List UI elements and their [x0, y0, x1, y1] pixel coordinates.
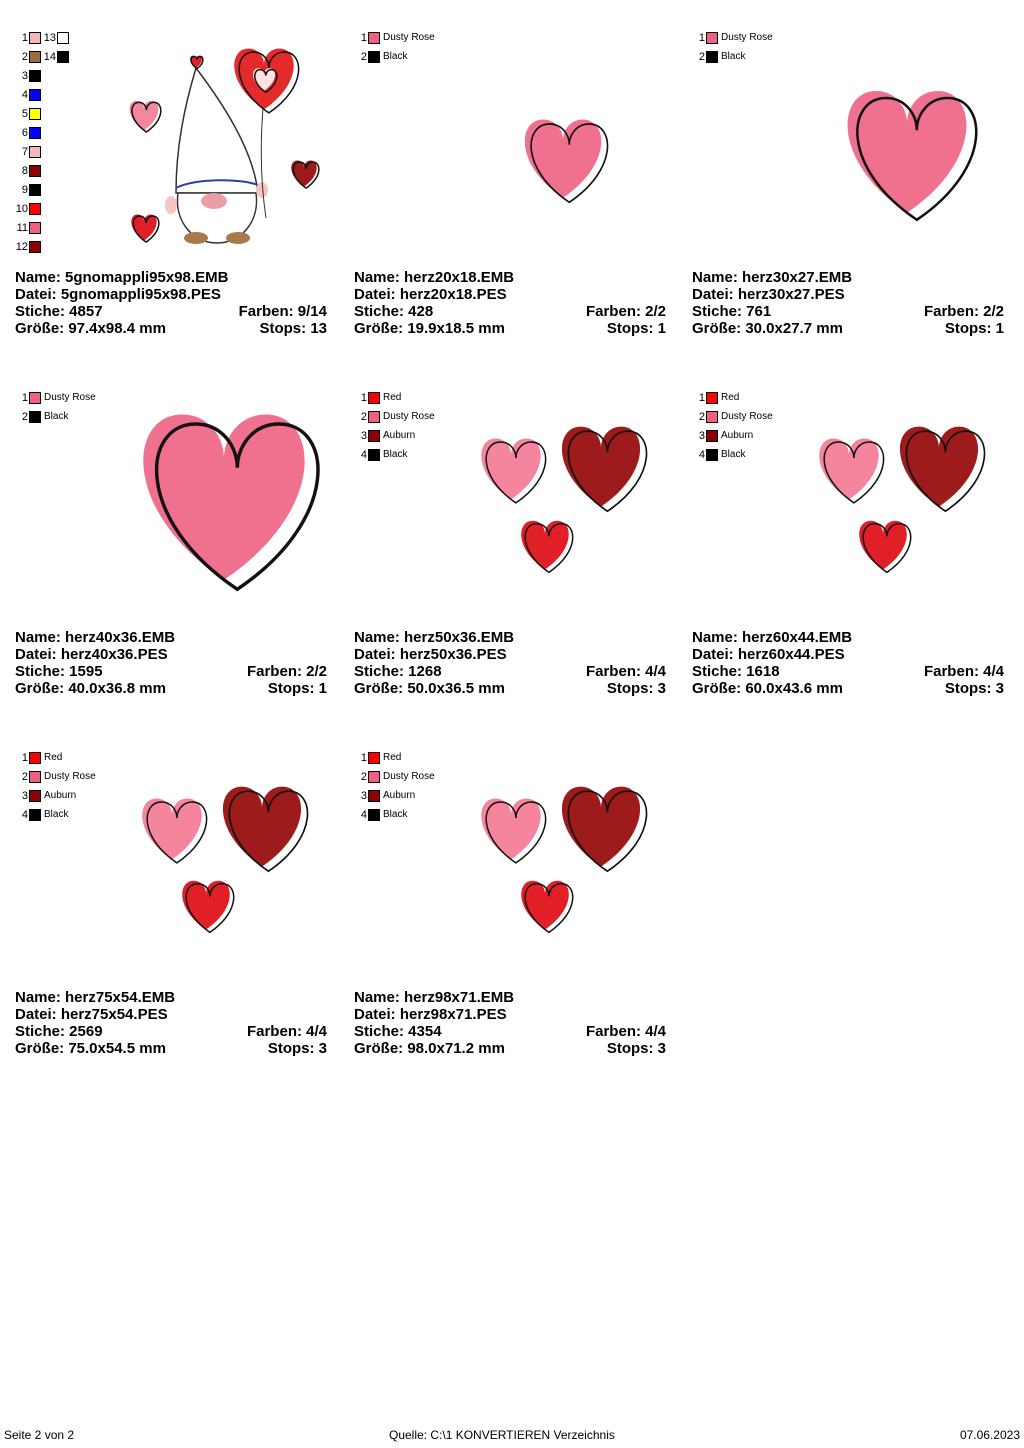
swatch-color [29, 146, 41, 158]
info-row [354, 303, 666, 320]
color-swatch [42, 28, 69, 47]
swatch-color [29, 127, 41, 139]
swatch-name: Auburn [383, 790, 416, 801]
color-swatch [14, 161, 41, 180]
info-row [692, 303, 1004, 320]
swatch-color [29, 32, 41, 44]
heart-icon [143, 415, 318, 590]
swatch-color [368, 430, 380, 442]
color-swatch [14, 180, 41, 199]
swatch-color [368, 790, 380, 802]
red-heart-icon [521, 881, 572, 933]
color-swatch [353, 407, 435, 426]
info-row [354, 1040, 666, 1057]
design-size: Größe: 19.9x18.5 mm [354, 320, 505, 337]
info-row [15, 1023, 327, 1040]
swatch-number: 5 [21, 107, 28, 120]
design-name: Name: herz60x44.EMB [692, 629, 853, 646]
color-swatch [691, 445, 745, 464]
design-card [691, 28, 1011, 368]
color-count: Farben: 9/14 [238, 303, 327, 320]
stitch-count: Stiche: 1618 [692, 663, 780, 680]
swatch-number: 3 [21, 69, 28, 82]
heart-icon [525, 120, 608, 203]
swatch-number: 2 [21, 770, 28, 783]
stop-count: Stops: 3 [606, 680, 666, 697]
color-swatch [353, 786, 415, 805]
color-swatch [353, 47, 407, 66]
swatch-number: 1 [360, 31, 367, 44]
gnome-with-heart-balloon-icon [114, 28, 334, 258]
swatch-color [29, 165, 41, 177]
color-swatch [14, 805, 68, 824]
color-count: Farben: 2/2 [923, 303, 1004, 320]
swatch-color [368, 392, 380, 404]
pink-heart-icon [142, 799, 206, 863]
swatch-name: Red [721, 392, 740, 403]
info-row [354, 320, 666, 337]
swatch-color [29, 241, 41, 253]
swatch-number: 3 [360, 789, 367, 802]
heart-icon [848, 91, 977, 220]
red-heart-icon [131, 215, 159, 243]
swatch-color [706, 51, 718, 63]
design-card [14, 28, 334, 368]
swatch-color [706, 430, 718, 442]
design-file: Datei: herz40x36.PES [15, 646, 168, 663]
color-swatch [353, 28, 435, 47]
color-swatch [14, 786, 76, 805]
swatch-number: 3 [698, 429, 705, 442]
stitch-count: Stiche: 4354 [354, 1023, 442, 1040]
stitch-count: Stiche: 428 [354, 303, 434, 320]
swatch-number: 2 [360, 410, 367, 423]
swatch-color [29, 411, 41, 423]
swatch-color [29, 89, 41, 101]
three-hearts-icon [453, 748, 673, 978]
three-hearts-icon [453, 388, 673, 618]
swatch-color [29, 51, 41, 63]
auburn-heart-icon [562, 427, 647, 512]
design-file: Datei: herz20x18.PES [354, 286, 507, 303]
stop-count: Stops: 3 [267, 1040, 327, 1057]
design-card [14, 388, 334, 728]
info-row [692, 320, 1004, 337]
design-file: Datei: herz50x36.PES [354, 646, 507, 663]
design-info [15, 989, 327, 1057]
color-swatch [353, 767, 435, 786]
design-name: Name: 5gnomappli95x98.EMB [15, 269, 229, 286]
swatch-number: 4 [698, 448, 705, 461]
stop-count: Stops: 1 [606, 320, 666, 337]
swatch-name: Black [721, 449, 746, 460]
color-swatch [14, 767, 96, 786]
swatch-number: 7 [21, 145, 28, 158]
swatch-name: Red [44, 752, 63, 763]
swatch-name: Dusty Rose [383, 32, 435, 43]
swatch-number: 4 [360, 448, 367, 461]
swatch-color [29, 392, 41, 404]
info-row [15, 663, 327, 680]
design-size: Größe: 60.0x43.6 mm [692, 680, 843, 697]
swatch-number: 12 [15, 240, 28, 253]
design-file: Datei: herz75x54.PES [15, 1006, 168, 1023]
pink-heart-icon [481, 439, 545, 503]
design-preview [453, 388, 673, 618]
stop-count: Stops: 1 [944, 320, 1004, 337]
design-name: Name: herz40x36.EMB [15, 629, 176, 646]
swatch-name: Black [383, 449, 408, 460]
swatch-color [368, 411, 380, 423]
color-count: Farben: 4/4 [246, 1023, 327, 1040]
swatch-name: Dusty Rose [44, 392, 96, 403]
page-number: Seite 2 von 2 [4, 1428, 75, 1442]
design-info [354, 989, 666, 1057]
design-preview [114, 748, 334, 978]
design-preview [453, 748, 673, 978]
color-swatch [353, 805, 407, 824]
design-info [354, 269, 666, 337]
color-swatch [353, 388, 401, 407]
design-name: Name: herz30x27.EMB [692, 269, 853, 286]
swatch-name: Dusty Rose [44, 771, 96, 782]
color-swatch [691, 28, 773, 47]
swatch-number: 11 [16, 221, 28, 234]
color-swatch [691, 426, 753, 445]
swatch-number: 1 [698, 31, 705, 44]
swatch-color [368, 449, 380, 461]
swatch-color [57, 51, 69, 63]
color-swatch [691, 388, 739, 407]
color-swatch [353, 426, 415, 445]
swatch-name: Dusty Rose [383, 411, 435, 422]
swatch-color [368, 32, 380, 44]
color-swatch [14, 388, 96, 407]
swatch-name: Dusty Rose [721, 32, 773, 43]
info-row [15, 680, 327, 697]
color-swatch [14, 199, 41, 218]
design-card [14, 748, 334, 1088]
swatch-number: 1 [21, 751, 28, 764]
design-info [15, 269, 327, 337]
design-preview [453, 28, 673, 258]
design-info [15, 629, 327, 697]
swatch-number: 3 [360, 429, 367, 442]
color-swatch [14, 66, 41, 85]
color-count: Farben: 4/4 [923, 663, 1004, 680]
info-row [15, 320, 327, 337]
swatch-number: 4 [21, 808, 28, 821]
color-swatch [14, 142, 41, 161]
swatch-name: Red [383, 752, 402, 763]
red-heart-icon [521, 521, 572, 573]
page-footer [0, 1428, 1024, 1446]
color-swatch [14, 218, 41, 237]
color-swatch [14, 748, 62, 767]
swatch-color [368, 752, 380, 764]
info-row [692, 680, 1004, 697]
swatch-color [706, 392, 718, 404]
swatch-number: 1 [360, 391, 367, 404]
pink-heart-icon [130, 101, 161, 132]
red-heart-icon [182, 881, 233, 933]
stop-count: Stops: 3 [944, 680, 1004, 697]
design-name: Name: herz98x71.EMB [354, 989, 515, 1006]
swatch-number: 4 [360, 808, 367, 821]
design-size: Größe: 97.4x98.4 mm [15, 320, 166, 337]
color-swatch [14, 85, 41, 104]
swatch-number: 13 [43, 31, 56, 44]
design-preview [114, 388, 334, 618]
design-preview [114, 28, 334, 258]
design-info [692, 629, 1004, 697]
swatch-color [368, 51, 380, 63]
pink-heart-icon [114, 388, 334, 618]
swatch-color [706, 411, 718, 423]
color-count: Farben: 4/4 [585, 663, 666, 680]
swatch-name: Dusty Rose [721, 411, 773, 422]
stop-count: Stops: 3 [606, 1040, 666, 1057]
swatch-number: 2 [21, 50, 28, 63]
design-preview [791, 388, 1011, 618]
auburn-heart-icon [223, 787, 308, 872]
color-swatch [14, 123, 41, 142]
info-row [354, 680, 666, 697]
color-swatch [691, 407, 773, 426]
swatch-number: 6 [21, 126, 28, 139]
swatch-number: 2 [698, 410, 705, 423]
info-row [15, 303, 327, 320]
swatch-name: Black [383, 809, 408, 820]
swatch-name: Dusty Rose [383, 771, 435, 782]
swatch-number: 14 [43, 50, 56, 63]
swatch-name: Black [721, 51, 746, 62]
design-file: Datei: herz60x44.PES [692, 646, 845, 663]
swatch-color [29, 222, 41, 234]
design-info [692, 269, 1004, 337]
design-card [353, 388, 673, 728]
swatch-name: Red [383, 392, 402, 403]
design-card [353, 28, 673, 368]
swatch-number: 3 [21, 789, 28, 802]
design-size: Größe: 75.0x54.5 mm [15, 1040, 166, 1057]
design-name: Name: herz75x54.EMB [15, 989, 176, 1006]
color-swatch [691, 47, 745, 66]
swatch-number: 1 [21, 31, 28, 44]
swatch-name: Black [383, 51, 408, 62]
color-swatch [14, 47, 41, 66]
swatch-color [29, 771, 41, 783]
design-info [354, 629, 666, 697]
stitch-count: Stiche: 2569 [15, 1023, 103, 1040]
color-swatch [42, 47, 69, 66]
three-hearts-icon [114, 748, 334, 978]
pink-heart-icon [481, 799, 545, 863]
swatch-color [29, 809, 41, 821]
swatch-number: 1 [698, 391, 705, 404]
swatch-color [29, 70, 41, 82]
swatch-color [368, 809, 380, 821]
design-card [353, 748, 673, 1088]
pink-heart-icon [819, 439, 883, 503]
design-name: Name: herz20x18.EMB [354, 269, 515, 286]
swatch-number: 2 [21, 410, 28, 423]
stop-count: Stops: 13 [259, 320, 327, 337]
info-row [15, 1040, 327, 1057]
stitch-count: Stiche: 1268 [354, 663, 442, 680]
swatch-number: 8 [21, 164, 28, 177]
swatch-number: 9 [21, 183, 28, 196]
swatch-color [29, 790, 41, 802]
stitch-count: Stiche: 761 [692, 303, 772, 320]
swatch-color [29, 184, 41, 196]
auburn-heart-icon [900, 427, 985, 512]
color-swatch [14, 28, 41, 47]
swatch-number: 1 [360, 751, 367, 764]
design-preview [791, 28, 1011, 258]
swatch-number: 10 [15, 202, 28, 215]
print-date: 07.06.2023 [959, 1428, 1020, 1442]
stop-count: Stops: 1 [267, 680, 327, 697]
swatch-color [29, 203, 41, 215]
design-file: Datei: 5gnomappli95x98.PES [15, 286, 221, 303]
tip-heart-icon [190, 56, 203, 69]
color-swatch [353, 748, 401, 767]
swatch-name: Auburn [721, 430, 754, 441]
design-size: Größe: 50.0x36.5 mm [354, 680, 505, 697]
swatch-color [706, 449, 718, 461]
color-swatch [14, 104, 41, 123]
swatch-number: 4 [21, 88, 28, 101]
swatch-number: 1 [21, 391, 28, 404]
swatch-color [368, 771, 380, 783]
swatch-number: 2 [360, 50, 367, 63]
pink-heart-icon [453, 28, 673, 258]
design-size: Größe: 30.0x27.7 mm [692, 320, 843, 337]
design-file: Datei: herz30x27.PES [692, 286, 845, 303]
auburn-heart-icon [291, 161, 319, 189]
design-card [691, 388, 1011, 728]
swatch-color [29, 752, 41, 764]
color-swatch [14, 237, 41, 256]
swatch-number: 2 [360, 770, 367, 783]
stitch-count: Stiche: 4857 [15, 303, 103, 320]
info-row [354, 663, 666, 680]
swatch-color [706, 32, 718, 44]
swatch-number: 2 [698, 50, 705, 63]
swatch-color [29, 108, 41, 120]
stitch-count: Stiche: 1595 [15, 663, 103, 680]
design-size: Größe: 98.0x71.2 mm [354, 1040, 505, 1057]
info-row [692, 663, 1004, 680]
source-path: Quelle: C:\1 KONVERTIEREN Verzeichnis [389, 1428, 615, 1442]
swatch-name: Auburn [44, 790, 77, 801]
design-file: Datei: herz98x71.PES [354, 1006, 507, 1023]
auburn-heart-icon [562, 787, 647, 872]
swatch-name: Black [44, 411, 69, 422]
pink-heart-icon [791, 28, 1011, 258]
info-row [354, 1023, 666, 1040]
three-hearts-icon [791, 388, 1011, 618]
swatch-name: Auburn [383, 430, 416, 441]
design-size: Größe: 40.0x36.8 mm [15, 680, 166, 697]
color-count: Farben: 2/2 [585, 303, 666, 320]
color-swatch [353, 445, 407, 464]
color-count: Farben: 4/4 [585, 1023, 666, 1040]
red-heart-icon [859, 521, 910, 573]
color-count: Farben: 2/2 [246, 663, 327, 680]
swatch-color [57, 32, 69, 44]
design-name: Name: herz50x36.EMB [354, 629, 515, 646]
color-swatch [14, 407, 68, 426]
swatch-name: Black [44, 809, 69, 820]
